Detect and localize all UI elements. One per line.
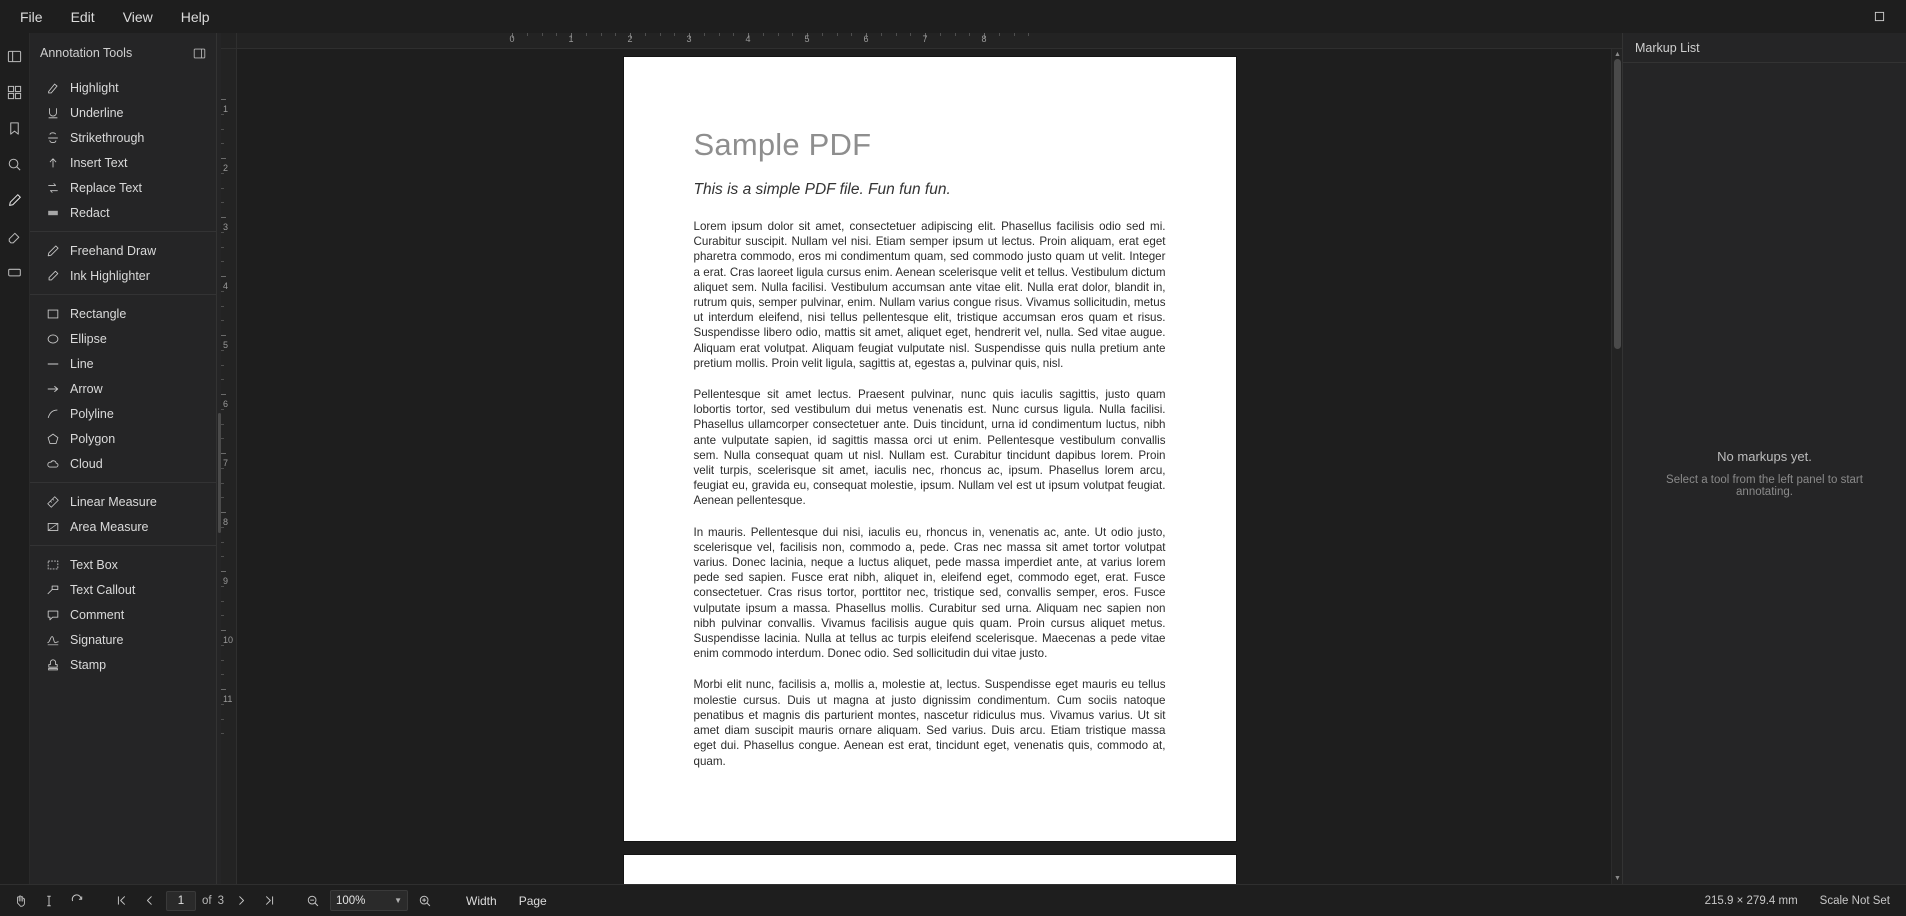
markup-list-title: Markup List <box>1635 40 1700 55</box>
ruler-minor-tick <box>221 409 224 410</box>
scroll-down-icon[interactable]: ▼ <box>1614 875 1621 882</box>
page-of-label: of <box>202 894 212 907</box>
panel-layout-icon[interactable] <box>2 43 28 69</box>
ruler-corner <box>221 33 237 48</box>
ruler-minor-tick <box>837 33 838 36</box>
menu-bar <box>0 0 1906 33</box>
tool-redact[interactable] <box>30 200 216 225</box>
viewer-vertical-scrollbar[interactable] <box>1611 49 1622 884</box>
next-page-icon[interactable] <box>230 890 252 912</box>
ruler-minor-tick <box>221 660 224 661</box>
tool-group-text <box>30 73 216 227</box>
tool-area-measure[interactable] <box>30 514 216 539</box>
tool-label: Signature <box>70 632 124 647</box>
document-paragraph: Pellentesque sit amet lectus. Praesent pulvinar, nunc quis iaculis sagittis, justo quam lobortis tortor, sed vestibulum dui metus venenatis est. Nunc cursus ligula. Nulla facilisi. Phasellus ullamcorper consectetuer ante. Duis tincidunt, urna id condimentum luctus, nibh ante vulputate sapien, id sagittis massa orci ut enim. Pellentesque vestibulum convallis sem. Nulla consequat quam ut nisl. Nullam est. Curabitur tincidunt dapibus lorem. Proin velit turpis, scelerisque sit amet, iaculis nec, rhoncus ac, ipsum. Phasellus lorem arcu, feugiat eu, gravida eu, consequat molestie, ipsum. Nullam vel est ut ipsum volutpat feugiat. Aenean pellentesque. <box>693 388 1166 508</box>
document-paragraph: Morbi elit nunc, facilisis a, mollis a, molestie at, lectus. Suspendisse eget mauris eu tellus molestie cursus. Duis ut magna at justo dignissim condimentum. Cum sociis natoque penatibus et magnis dis parturient montes, nascetur ridiculus mus. Vivamus varius. Ut sit amet diam suscipit mauris ornare aliquam. Sed varius. Duis arcu. Etiam tristique massa eget dui. Phasellus congue. Aenean est erat, tincidunt eget, venenatis quis, commodo at, quam. <box>693 678 1166 768</box>
ruler-label: 9 <box>223 576 229 586</box>
tool-label: Strikethrough <box>70 130 145 145</box>
tool-replace-text[interactable] <box>30 175 216 200</box>
page-number-input[interactable]: 1 <box>166 891 196 911</box>
ruler-minor-tick <box>221 424 224 425</box>
horizontal-ruler-track <box>237 33 1622 48</box>
ruler-label: 4 <box>223 281 229 291</box>
ruler-label: 10 <box>223 635 234 645</box>
zoom-in-icon[interactable] <box>414 890 436 912</box>
tool-label: Linear Measure <box>70 494 157 509</box>
tool-ellipse[interactable] <box>30 326 216 351</box>
tool-label: Line <box>70 356 94 371</box>
ruler-minor-tick <box>704 33 705 36</box>
ruler-label: 11 <box>223 694 233 704</box>
panel-collapse-icon[interactable] <box>190 44 208 62</box>
ruler-minor-tick <box>221 173 224 174</box>
ruler-minor-tick <box>221 350 224 351</box>
tool-label: Ellipse <box>70 331 107 346</box>
tool-group-notes <box>30 545 216 679</box>
ellipse-icon <box>46 332 60 346</box>
tool-text-box[interactable] <box>30 552 216 577</box>
ruler-minor-tick <box>586 33 587 36</box>
linear-measure-icon <box>46 495 60 509</box>
ruler-minor-tick <box>221 232 224 233</box>
ruler-minor-tick <box>221 586 224 587</box>
ruler-minor-tick <box>221 615 224 616</box>
fit-page-button[interactable]: Page <box>518 893 547 908</box>
ruler-label: 0 <box>509 34 515 44</box>
ruler-minor-tick <box>851 33 852 36</box>
insert-text-icon <box>46 156 60 170</box>
page-stack <box>237 49 1622 884</box>
document-subtitle: This is a simple PDF file. Fun fun fun. <box>693 181 951 198</box>
ruler-minor-tick <box>1014 33 1015 36</box>
pdf-page-1[interactable] <box>624 57 1236 841</box>
thumbnails-icon[interactable] <box>2 79 28 105</box>
stamp-icon <box>46 658 60 672</box>
menu-file[interactable]: File <box>20 8 43 25</box>
ruler-minor-tick <box>763 33 764 36</box>
tool-list <box>30 67 216 884</box>
search-icon[interactable] <box>2 151 28 177</box>
document-title: Sample PDF <box>693 127 872 162</box>
bookmarks-icon[interactable] <box>2 115 28 141</box>
ruler-tick <box>221 689 226 690</box>
ruler-tick <box>221 158 226 159</box>
tool-label: Polygon <box>70 431 116 446</box>
ruler-minor-tick <box>221 497 224 498</box>
ruler-minor-tick <box>999 33 1000 36</box>
tool-insert-text[interactable] <box>30 150 216 175</box>
ruler-label: 5 <box>223 340 229 350</box>
pdf-page-2[interactable] <box>624 855 1236 884</box>
pencil-icon <box>46 244 60 258</box>
ruler-minor-tick <box>221 261 224 262</box>
ruler-minor-tick <box>1028 33 1029 36</box>
cloud-icon <box>46 457 60 471</box>
markup-empty-state <box>1623 63 1906 884</box>
page-size-label: 215.9 × 279.4 mm <box>1704 894 1798 907</box>
tool-freehand-draw[interactable] <box>30 238 216 263</box>
ruler-minor-tick <box>601 33 602 36</box>
tool-label: Area Measure <box>70 519 149 534</box>
ruler-minor-tick <box>221 291 224 292</box>
ruler-minor-tick <box>896 33 897 36</box>
strikethrough-icon <box>46 131 60 145</box>
ink-highlighter-icon <box>46 269 60 283</box>
ruler-tick <box>221 512 226 513</box>
tool-ink-highlighter[interactable] <box>30 263 216 288</box>
ruler-minor-tick <box>778 33 779 36</box>
ruler-minor-tick <box>660 33 661 36</box>
ruler-tick <box>221 571 226 572</box>
main-body <box>0 33 1906 884</box>
ruler-minor-tick <box>221 379 224 380</box>
page-count-label: 3 <box>217 894 224 907</box>
tool-signature[interactable] <box>30 627 216 652</box>
zoom-level-select[interactable] <box>330 890 408 911</box>
annotation-tools-panel <box>30 33 217 884</box>
tool-text-callout[interactable] <box>30 577 216 602</box>
ruler-minor-tick <box>221 733 224 734</box>
tool-stamp[interactable] <box>30 652 216 677</box>
document-viewer <box>221 33 1622 884</box>
vertical-ruler <box>221 49 237 884</box>
ruler-minor-tick <box>542 33 543 36</box>
stamp-panel-icon[interactable] <box>2 259 28 285</box>
ruler-minor-tick <box>221 483 224 484</box>
left-icon-rail <box>0 33 30 884</box>
ruler-minor-tick <box>792 33 793 36</box>
ruler-minor-tick <box>221 674 224 675</box>
rotate-icon[interactable] <box>66 890 88 912</box>
text-box-icon <box>46 558 60 572</box>
ruler-minor-tick <box>221 542 224 543</box>
ruler-minor-tick <box>221 129 224 130</box>
ruler-label: 2 <box>627 34 633 44</box>
ruler-tick <box>221 99 226 100</box>
tool-comment[interactable] <box>30 602 216 627</box>
ruler-minor-tick <box>221 202 224 203</box>
ruler-minor-tick <box>221 601 224 602</box>
ruler-label: 3 <box>223 222 229 232</box>
ruler-minor-tick <box>221 114 224 115</box>
tool-label: Cloud <box>70 456 103 471</box>
markup-list-panel <box>1622 33 1906 884</box>
tool-line[interactable] <box>30 351 216 376</box>
ruler-label: 1 <box>223 104 229 114</box>
canvas-row <box>221 49 1622 884</box>
zoom-out-icon[interactable] <box>302 890 324 912</box>
ruler-minor-tick <box>221 438 224 439</box>
status-bar-right <box>1705 895 1896 907</box>
menu-edit[interactable]: Edit <box>70 8 95 25</box>
tool-label: Text Callout <box>70 582 136 597</box>
ruler-minor-tick <box>955 33 956 36</box>
ruler-minor-tick <box>556 33 557 36</box>
scale-label: Scale Not Set <box>1819 894 1890 907</box>
scroll-up-icon[interactable]: ▲ <box>1614 51 1621 58</box>
rectangle-icon <box>46 307 60 321</box>
ruler-minor-tick <box>221 188 224 189</box>
markup-list-header <box>1623 33 1906 63</box>
ruler-tick <box>221 453 226 454</box>
tool-label: Stamp <box>70 657 107 672</box>
tool-label: Rectangle <box>70 306 127 321</box>
annotation-tools-header <box>30 39 216 67</box>
text-callout-icon <box>46 583 60 597</box>
fit-width-button[interactable]: Width <box>466 893 497 908</box>
menu-view[interactable]: View <box>122 8 153 25</box>
replace-text-icon <box>46 181 60 195</box>
ruler-tick <box>221 217 226 218</box>
zoom-level-value: 100% <box>336 894 366 907</box>
area-measure-icon <box>46 520 60 534</box>
ruler-minor-tick <box>221 306 224 307</box>
redact-icon <box>46 206 60 220</box>
tool-group-measure <box>30 482 216 541</box>
tool-label: Highlight <box>70 80 119 95</box>
ruler-minor-tick <box>221 320 224 321</box>
underline-icon <box>46 106 60 120</box>
tool-group-draw <box>30 231 216 290</box>
ruler-label: 4 <box>745 34 751 44</box>
status-bar <box>0 884 1906 916</box>
ruler-minor-tick <box>940 33 941 36</box>
ruler-label: 5 <box>804 34 810 44</box>
ruler-label: 1 <box>568 34 574 44</box>
ruler-label: 6 <box>223 399 229 409</box>
ruler-minor-tick <box>221 143 224 144</box>
ruler-minor-tick <box>969 33 970 36</box>
tool-polygon[interactable] <box>30 426 216 451</box>
comment-icon <box>46 608 60 622</box>
tool-label: Ink Highlighter <box>70 268 150 283</box>
tool-label: Insert Text <box>70 155 128 170</box>
ruler-minor-tick <box>221 468 224 469</box>
ruler-label: 7 <box>223 458 229 468</box>
tool-label: Replace Text <box>70 180 143 195</box>
ruler-minor-tick <box>733 33 734 36</box>
ruler-minor-tick <box>910 33 911 36</box>
first-page-icon[interactable] <box>110 890 132 912</box>
ruler-label: 6 <box>863 34 869 44</box>
ruler-minor-tick <box>881 33 882 36</box>
tool-label: Polyline <box>70 406 114 421</box>
pan-tool-icon[interactable] <box>10 890 32 912</box>
ruler-minor-tick <box>822 33 823 36</box>
ruler-minor-tick <box>674 33 675 36</box>
highlight-icon <box>46 81 60 95</box>
tool-strikethrough[interactable] <box>30 125 216 150</box>
ruler-minor-tick <box>221 527 224 528</box>
line-icon <box>46 357 60 371</box>
tool-label: Comment <box>70 607 125 622</box>
tool-rectangle[interactable] <box>30 301 216 326</box>
last-page-icon[interactable] <box>258 890 280 912</box>
tool-cloud[interactable] <box>30 451 216 476</box>
ruler-minor-tick <box>221 645 224 646</box>
signature-icon <box>46 633 60 647</box>
prev-page-icon[interactable] <box>138 890 160 912</box>
ruler-tick <box>221 335 226 336</box>
polyline-icon <box>46 407 60 421</box>
page-scroll-area[interactable] <box>237 49 1622 884</box>
ruler-minor-tick <box>221 247 224 248</box>
chevron-down-icon[interactable]: ▼ <box>394 896 402 905</box>
ruler-label: 8 <box>223 517 229 527</box>
arrow-icon <box>46 382 60 396</box>
tool-label: Arrow <box>70 381 103 396</box>
ruler-tick <box>221 276 226 277</box>
ruler-minor-tick <box>719 33 720 36</box>
annotation-tools-title: Annotation Tools <box>40 46 133 60</box>
ruler-minor-tick <box>221 704 224 705</box>
tool-highlight[interactable] <box>30 75 216 100</box>
horizontal-ruler <box>221 33 1622 49</box>
tool-underline[interactable] <box>30 100 216 125</box>
viewer-scroll-thumb[interactable] <box>1614 59 1621 349</box>
window-controls <box>1868 7 1900 27</box>
tool-polyline[interactable] <box>30 401 216 426</box>
ruler-minor-tick <box>615 33 616 36</box>
markup-empty-title: No markups yet. <box>1717 449 1812 464</box>
document-paragraph: In mauris. Pellentesque dui nisi, iaculis eu, rhoncus in, venenatis ac, ante. Ut odio justo, scelerisque vel, facilisis non, commodo a, pede. Cras nec massa sit amet tortor volutpat varius. Donec lacinia, neque a luctus aliquet, pede massa imperdiet ante, at varius lorem pede sed sapien. Fusce erat nibh, aliquet in, eleifend eget, commodo eget, erat. Fusce consectetuer. Cras risus tortor, porttitor nec, tristique sed, convallis semper, eros. Fusce vulputate ipsum a massa. Phasellus mollis. Curabitur sed urna. Aliquam nec sapien non nibh pulvinar convallis. Vivamus facilisis augue quis quam. Proin cursus aliquet metus. Suspendisse lacinia. Nulla at tellus ac turpis eleifend scelerisque. Maecenas a pede vitae enim commodo interdum. Donec odio. Sed sollicitudin dui vitae justo. <box>693 525 1166 661</box>
ruler-minor-tick <box>221 365 224 366</box>
text-select-icon[interactable] <box>38 890 60 912</box>
tool-label: Text Box <box>70 557 118 572</box>
document-paragraph: Lorem ipsum dolor sit amet, consectetuer adipiscing elit. Phasellus facilisis odio sed mi. Curabitur suscipit. Nullam vel nisi. Etiam semper ipsum ut lectus. Proin aliquam, erat eget pharetra commodo, eros mi condimentum quam, sed commodo justo quam ut velit. Integer a erat. Cras laoreet ligula cursus enim. Aenean scelerisque velit et tellus. Vestibulum dictum aliquet sem. Nulla facilisi. Vestibulum accumsan ante vitae elit. Nulla erat dolor, blandit in, rutrum quis, semper pulvinar, enim. Nullam varius congue risus. Vivamus sollicitudin, metus ut interdum eleifend, nisi tellus pellentesque elit, tristique accumsan eros quam et risus. Suspendisse libero odio, mattis sit amet, aliquet eget, hendrerit vel, nulla. Sed vitae augue. Aliquam erat volutpat. Aliquam feugiat vulputate nisl. Suspendisse quis nulla pretium ante pretium mollis. Proin velit ligula, sagittis at, egestas a, pulvinar quis, nisl. <box>693 220 1166 370</box>
tool-label: Redact <box>70 205 110 220</box>
markup-empty-hint: Select a tool from the left panel to start annotating. <box>1666 474 1863 498</box>
tool-linear-measure[interactable] <box>30 489 216 514</box>
tool-arrow[interactable] <box>30 376 216 401</box>
ruler-label: 7 <box>922 34 928 44</box>
ruler-minor-tick <box>221 556 224 557</box>
ruler-minor-tick <box>221 719 224 720</box>
maximize-icon[interactable] <box>1868 7 1890 27</box>
ruler-minor-tick <box>645 33 646 36</box>
polygon-icon <box>46 432 60 446</box>
ruler-minor-tick <box>527 33 528 36</box>
annotation-tools-icon[interactable] <box>2 187 28 213</box>
menu-help[interactable]: Help <box>180 8 210 25</box>
eraser-icon[interactable] <box>2 223 28 249</box>
ruler-tick <box>221 394 226 395</box>
tool-group-shapes <box>30 294 216 478</box>
tool-label: Underline <box>70 105 124 120</box>
ruler-tick <box>221 630 226 631</box>
ruler-label: 2 <box>223 163 229 173</box>
tool-label: Freehand Draw <box>70 243 157 258</box>
ruler-label: 8 <box>981 34 987 44</box>
ruler-label: 3 <box>686 34 692 44</box>
